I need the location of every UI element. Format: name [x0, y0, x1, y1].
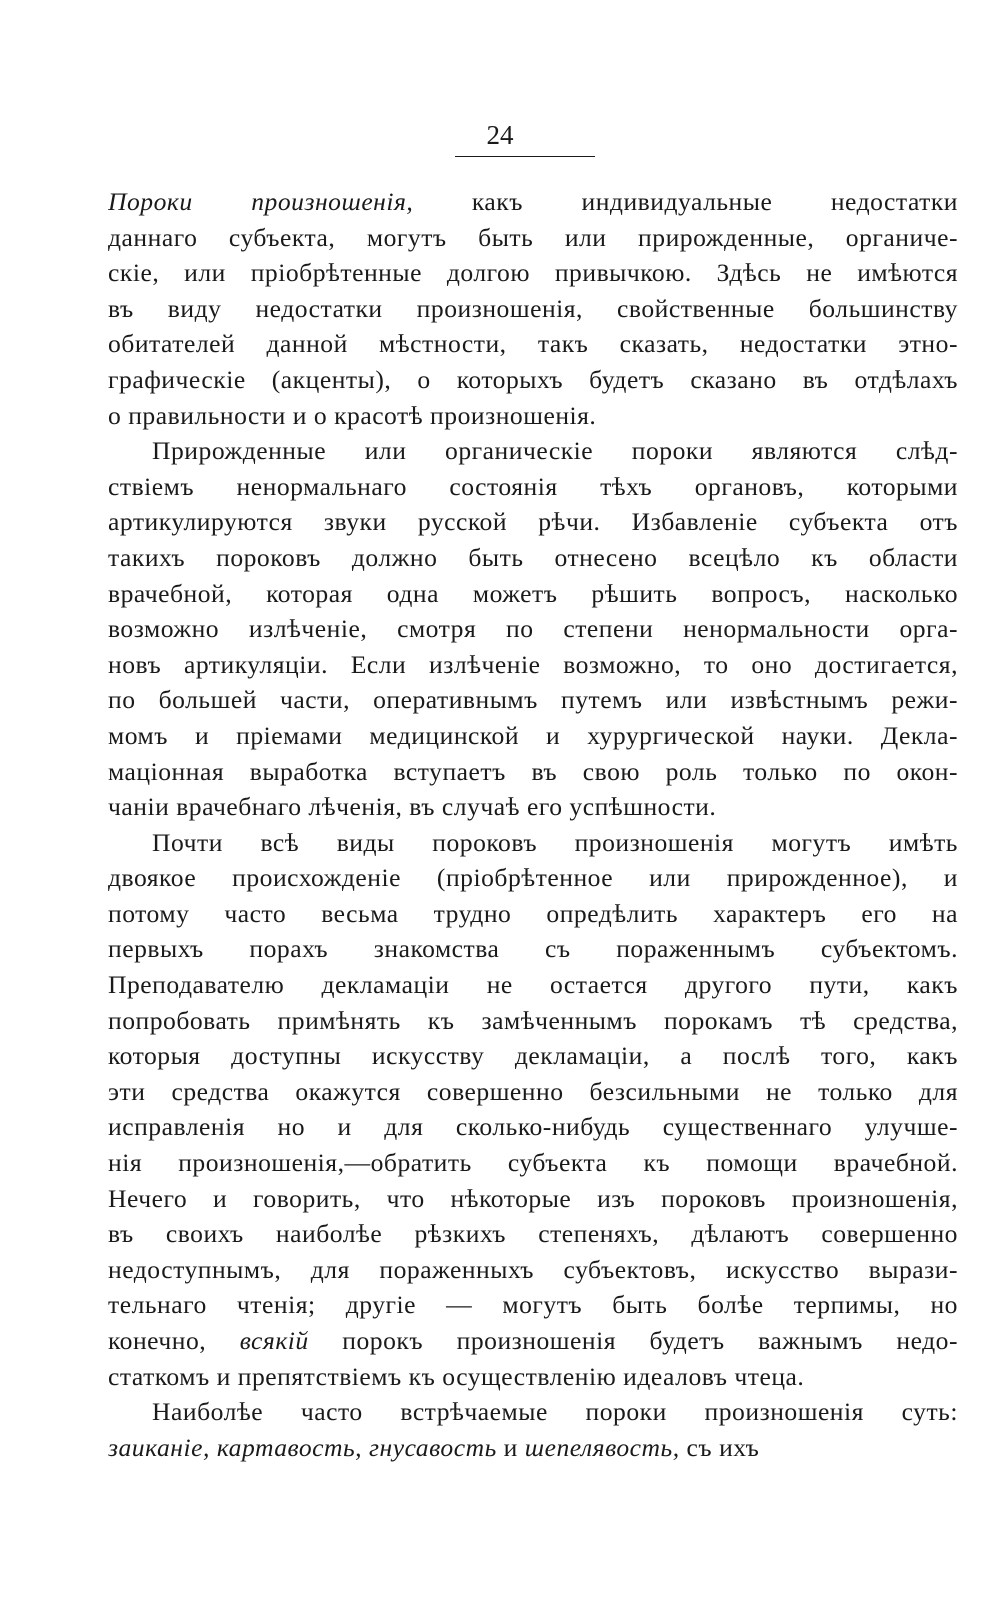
text-line: [108, 184, 958, 220]
text-run: недоступнымъ, для пораженныхъ субъектовъ, искусство вырази-: [108, 1254, 958, 1284]
text-line: [108, 326, 958, 362]
text-line: [108, 220, 958, 256]
text-line: [108, 504, 958, 540]
text-line: [108, 398, 958, 434]
text-run: маціонная выработка вступаетъ въ свою роль только по окон-: [108, 756, 958, 786]
text-line: [108, 1181, 958, 1217]
body-text: [108, 184, 958, 1465]
text-line: [108, 1359, 958, 1395]
text-run: графическіе (акценты), о которыхъ будетъ сказано въ отдѣлахъ: [108, 364, 958, 394]
text-run: порокъ произношенія будетъ важнымъ недо-: [308, 1326, 958, 1355]
text-run: ствіемъ ненормальнаго состоянія тѣхъ органовъ, которыми: [108, 471, 958, 501]
text-line: [108, 611, 958, 647]
text-line: [108, 860, 958, 896]
text-run: обитателей данной мѣстности, такъ сказать, недостатки этно-: [108, 329, 958, 359]
text-run: Наиболѣе часто встрѣчаемые пороки произношенія суть:: [152, 1397, 958, 1427]
text-line: [108, 647, 958, 683]
text-run: съ ихъ: [679, 1432, 760, 1462]
text-line: [108, 825, 958, 861]
text-run: момъ и пріемами медицинской и хурургической науки. Декла-: [108, 720, 958, 750]
header-rule: [455, 156, 595, 157]
text-run: о правильности и о красотѣ произношенія.: [108, 400, 597, 430]
text-line: [108, 1323, 958, 1359]
text-run: исправленія но и для сколько-нибудь существеннаго улучше-: [108, 1112, 958, 1142]
text-run: [362, 1433, 369, 1462]
text-line: [108, 967, 958, 1003]
text-line: [108, 718, 958, 754]
text-run: и: [496, 1432, 525, 1462]
text-run: чаніи врачебнаго лѣченія, въ случаѣ его успѣшности.: [108, 792, 717, 822]
text-run: потому часто весьма трудно опредѣлить характеръ его на: [108, 898, 958, 928]
text-run: двоякое происхожденіе (пріобрѣтенное или прирожденное), и: [108, 863, 958, 893]
text-run: конечно,: [108, 1326, 240, 1355]
italic-term: гнусавость: [369, 1432, 497, 1462]
text-line: [108, 682, 958, 718]
text-run: которыя доступны искусству декламаціи, а послѣ того, какъ: [108, 1041, 958, 1071]
text-line: [108, 1287, 958, 1323]
paragraph: [108, 433, 958, 825]
text-line: [108, 362, 958, 398]
text-line: [108, 1038, 958, 1074]
text-run: Почти всѣ виды пороковъ произношенія могутъ имѣть: [152, 827, 958, 857]
text-line: [108, 255, 958, 291]
text-line: [108, 931, 958, 967]
text-line: [108, 1003, 958, 1039]
text-line: [108, 433, 958, 469]
italic-term: Пороки произношенія,: [108, 187, 414, 216]
text-line: [108, 1074, 958, 1110]
paragraph: [108, 825, 958, 1395]
page-number: 24: [486, 120, 514, 150]
text-line: [108, 1216, 958, 1252]
text-line: [108, 1394, 958, 1430]
text-line: [108, 789, 958, 825]
text-run: такихъ пороковъ должно быть отнесено всецѣло къ области: [108, 542, 958, 572]
italic-term: шепелявость,: [524, 1432, 680, 1462]
text-run: Прирожденные или органическіе пороки являются слѣд-: [152, 436, 958, 466]
text-line: [108, 1252, 958, 1288]
text-line: [108, 1109, 958, 1145]
text-run: Нечего и говорить, что нѣкоторые изъ пороковъ произношенія,: [108, 1183, 958, 1213]
italic-term: всякій: [239, 1326, 309, 1355]
text-run: первыхъ порахъ знакомства съ пораженнымъ субъектомъ.: [108, 934, 958, 964]
text-run: даннаго субъекта, могутъ быть или прирожденные, органиче-: [108, 222, 958, 252]
paragraph: [108, 184, 958, 433]
text-run: по большей части, оперативнымъ путемъ или извѣстнымъ режи-: [108, 685, 958, 715]
text-run: тельнаго чтенія; другіе — могутъ быть болѣе терпимы, но: [108, 1290, 958, 1320]
text-run: возможно излѣченіе, смотря по степени ненормальности орга-: [108, 614, 958, 644]
text-run: въ своихъ наиболѣе рѣзкихъ степеняхъ, дѣлаютъ совершенно: [108, 1219, 958, 1249]
text-run: артикулируются звуки русской рѣчи. Избавленіе субъекта отъ: [108, 507, 958, 537]
italic-term: заиканіе,: [108, 1432, 210, 1462]
text-run: скіе, или пріобрѣтенные долгою привычкою. Здѣсь не имѣются: [108, 258, 958, 288]
text-run: врачебной, которая одна можетъ рѣшить вопросъ, насколько: [108, 578, 958, 608]
italic-term: картавость,: [216, 1432, 363, 1462]
text-run: эти средства окажутся совершенно безсильными не только для: [108, 1076, 958, 1106]
text-line: [108, 291, 958, 327]
text-line: [108, 896, 958, 932]
text-run: нія произношенія,—обратить субъекта къ помощи врачебной.: [108, 1148, 958, 1178]
paragraph: [108, 1394, 958, 1465]
text-line: [108, 1145, 958, 1181]
text-run: Преподавателю декламаціи не остается другого пути, какъ: [108, 970, 958, 1000]
text-line: [108, 469, 958, 505]
text-run: какъ индивидуальные недостатки: [413, 187, 958, 216]
text-line: [108, 1430, 958, 1466]
text-line: [108, 754, 958, 790]
text-run: [210, 1433, 217, 1462]
text-run: попробовать примѣнять къ замѣченнымъ порокамъ тѣ средства,: [108, 1005, 958, 1035]
text-line: [108, 576, 958, 612]
text-line: [108, 540, 958, 576]
text-run: въ виду недостатки произношенія, свойственные большинству: [108, 293, 958, 323]
text-run: новъ артикуляціи. Если излѣченіе возможно, то оно достигается,: [108, 649, 958, 679]
text-run: статкомъ и препятствіемъ къ осуществленію идеаловъ чтеца.: [108, 1361, 805, 1391]
